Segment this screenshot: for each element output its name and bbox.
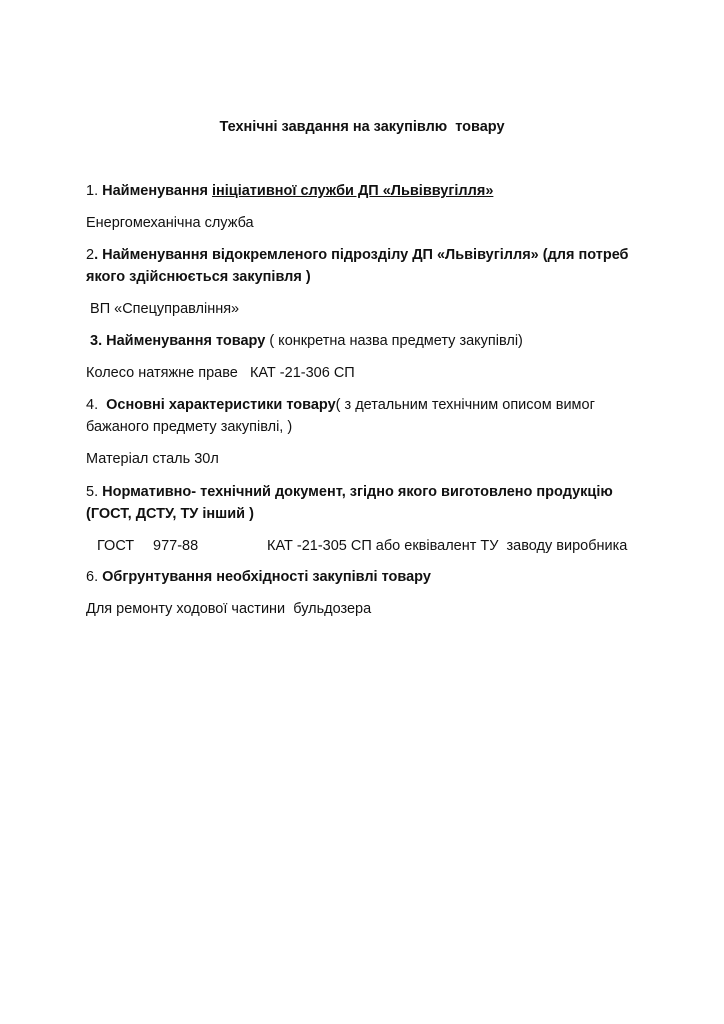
section-1-number: 1. — [86, 183, 103, 199]
section-2-number: 2 — [86, 247, 95, 263]
section-5-equivalent: КАТ -21-305 СП або еквівалент ТУ заводу виробника — [267, 538, 628, 554]
section-6-value: Для ремонту ходової частини бульдозера — [86, 601, 372, 617]
section-2-heading-line1 — [86, 246, 629, 264]
section-4-value: Матеріал сталь 30л — [86, 451, 219, 467]
section-5-heading-line2: (ГОСТ, ДСТУ, ТУ інший ) — [86, 506, 254, 522]
section-2-value: ВП «Спецуправління» — [86, 301, 240, 317]
section-1-heading — [86, 182, 493, 200]
section-3-value: Колесо натяжне праве КАТ -21-306 СП — [86, 365, 355, 381]
section-1-label: Найменування — [102, 183, 212, 199]
section-1-value: Енергомеханічна служба — [86, 215, 254, 231]
section-5-standard: ГОСТ — [97, 538, 135, 554]
section-5-standard-number: 977-88 — [153, 538, 199, 554]
section-5-heading-line1 — [86, 483, 613, 501]
section-5-label: Нормативно- технічний документ, згідно якого виготовлено продукцію — [102, 484, 613, 500]
section-2-label: . Найменування відокремленого підрозділу ДП «Львівугілля» (для потреб — [94, 247, 629, 263]
document-title: Технічні завдання на закупівлю товару — [219, 119, 505, 135]
section-3-heading — [86, 332, 523, 350]
section-6-number: 6. — [86, 569, 103, 585]
section-1-label-underlined: ініціативної служби ДП «Львіввугілля» — [211, 183, 494, 199]
section-6-heading — [86, 568, 431, 586]
section-3-note: ( конкретна назва предмету закупівлі) — [265, 333, 523, 349]
section-4-heading-line1 — [86, 396, 595, 414]
section-6-label: Обгрунтування необхідності закупівлі товару — [102, 569, 431, 585]
section-4-number: 4. — [86, 397, 107, 413]
section-4-note: ( з детальним технічним описом вимог — [335, 397, 595, 413]
section-3-label: 3. Найменування товару — [86, 333, 266, 349]
section-4-label: Основні характеристики товару — [106, 397, 336, 413]
section-2-heading-line2: якого здійснюється закупівля ) — [86, 269, 311, 285]
section-5-number: 5. — [86, 484, 103, 500]
section-4-heading-line2: бажаного предмету закупівлі, ) — [86, 419, 293, 435]
